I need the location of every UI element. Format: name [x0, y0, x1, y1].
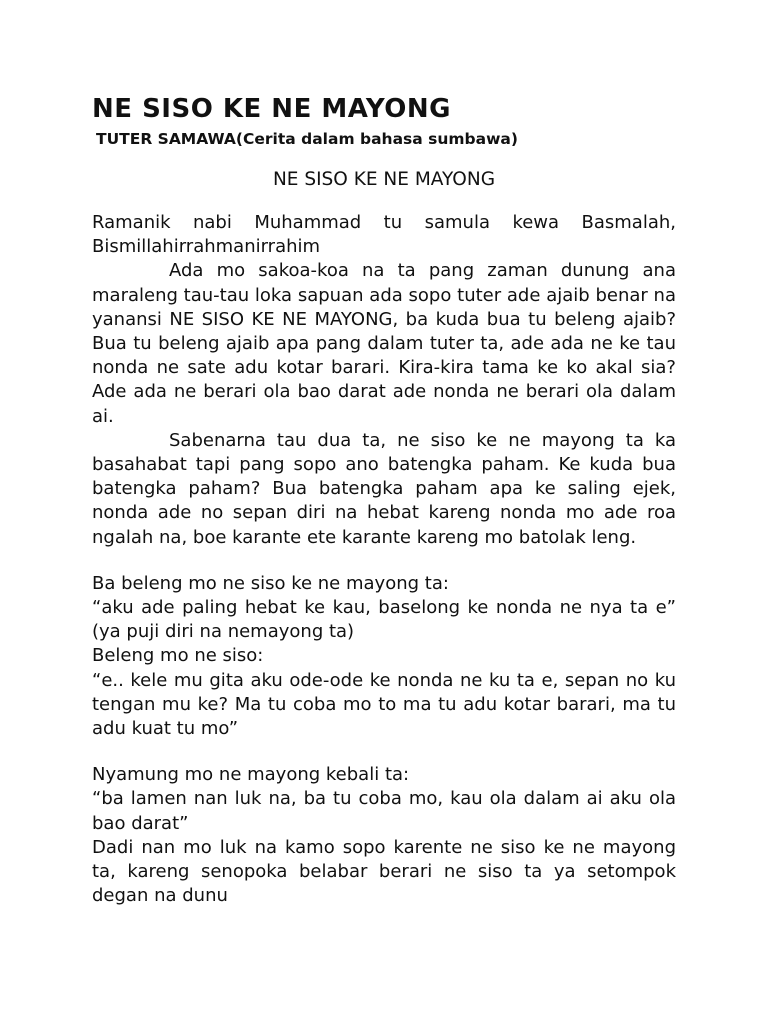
paragraph-closing: Dadi nan mo luk na kamo sopo karente ne siso ke ne mayong ta, kareng senopoka belabar berari ne siso ta ya setompok degan na dunu — [92, 836, 676, 907]
paragraph-intro: Ada mo sakoa-koa na ta pang zaman dunung ana maraleng tau-tau loka sapuan ada sopo tuter ade ajaib benar na yanansi NE SISO KE NE MAYONG, ba kuda bua tu beleng ajaib? Bua tu beleng ajaib apa pang dalam tuter ta, ade ada ne ke tau nonda ne sate adu kotar barari. Kira-kira tama ke ko akal sia? Ade ada ne berari ola bao darat ade nonda ne berari ola dalam ai. — [92, 260, 676, 427]
paragraph-friendship: Sabenarna tau dua ta, ne siso ke ne mayong ta ka basahabat tapi pang sopo ano batengka paham. Ke kuda bua batengka paham? Bua batengka paham apa ke saling ejek, nonda ade no sepan diri na hebat kareng nonda mo ade roa ngalah na, boe karante ete karante kareng mo batolak leng. — [92, 429, 676, 548]
paragraph-narration: Nyamung mo ne mayong kebali ta: — [92, 764, 410, 786]
document-title: NE SISO KE NE MAYONG — [92, 94, 451, 124]
paragraph-opening: Ramanik nabi Muhammad tu samula kewa Basmalah, Bismillahirrahmanirrahim — [92, 212, 676, 258]
paragraph-narration: Beleng mo ne siso: — [92, 645, 264, 667]
story-heading: NE SISO KE NE MAYONG — [272, 169, 496, 190]
story-body — [92, 211, 676, 908]
paragraph-narration: Ba beleng mo ne siso ke ne mayong ta: — [92, 572, 449, 594]
paragraph-dialogue: “e.. kele mu gita aku ode-ode ke nonda ne ku ta e, sepan no ku tengan mu ke? Ma tu coba mo to ma tu adu kotar barari, ma tu adu kuat tu mo” — [92, 669, 676, 740]
paragraph-dialogue: “aku ade paling hebat ke kau, baselong ke nonda ne nya ta e” (ya puji diri na nemayong ta) — [92, 597, 676, 643]
paragraph-dialogue: “ba lamen nan luk na, ba tu coba mo, kau ola dalam ai aku ola bao darat” — [92, 788, 676, 834]
document-subtitle: TUTER SAMAWA(Cerita dalam bahasa sumbawa) — [96, 130, 518, 148]
